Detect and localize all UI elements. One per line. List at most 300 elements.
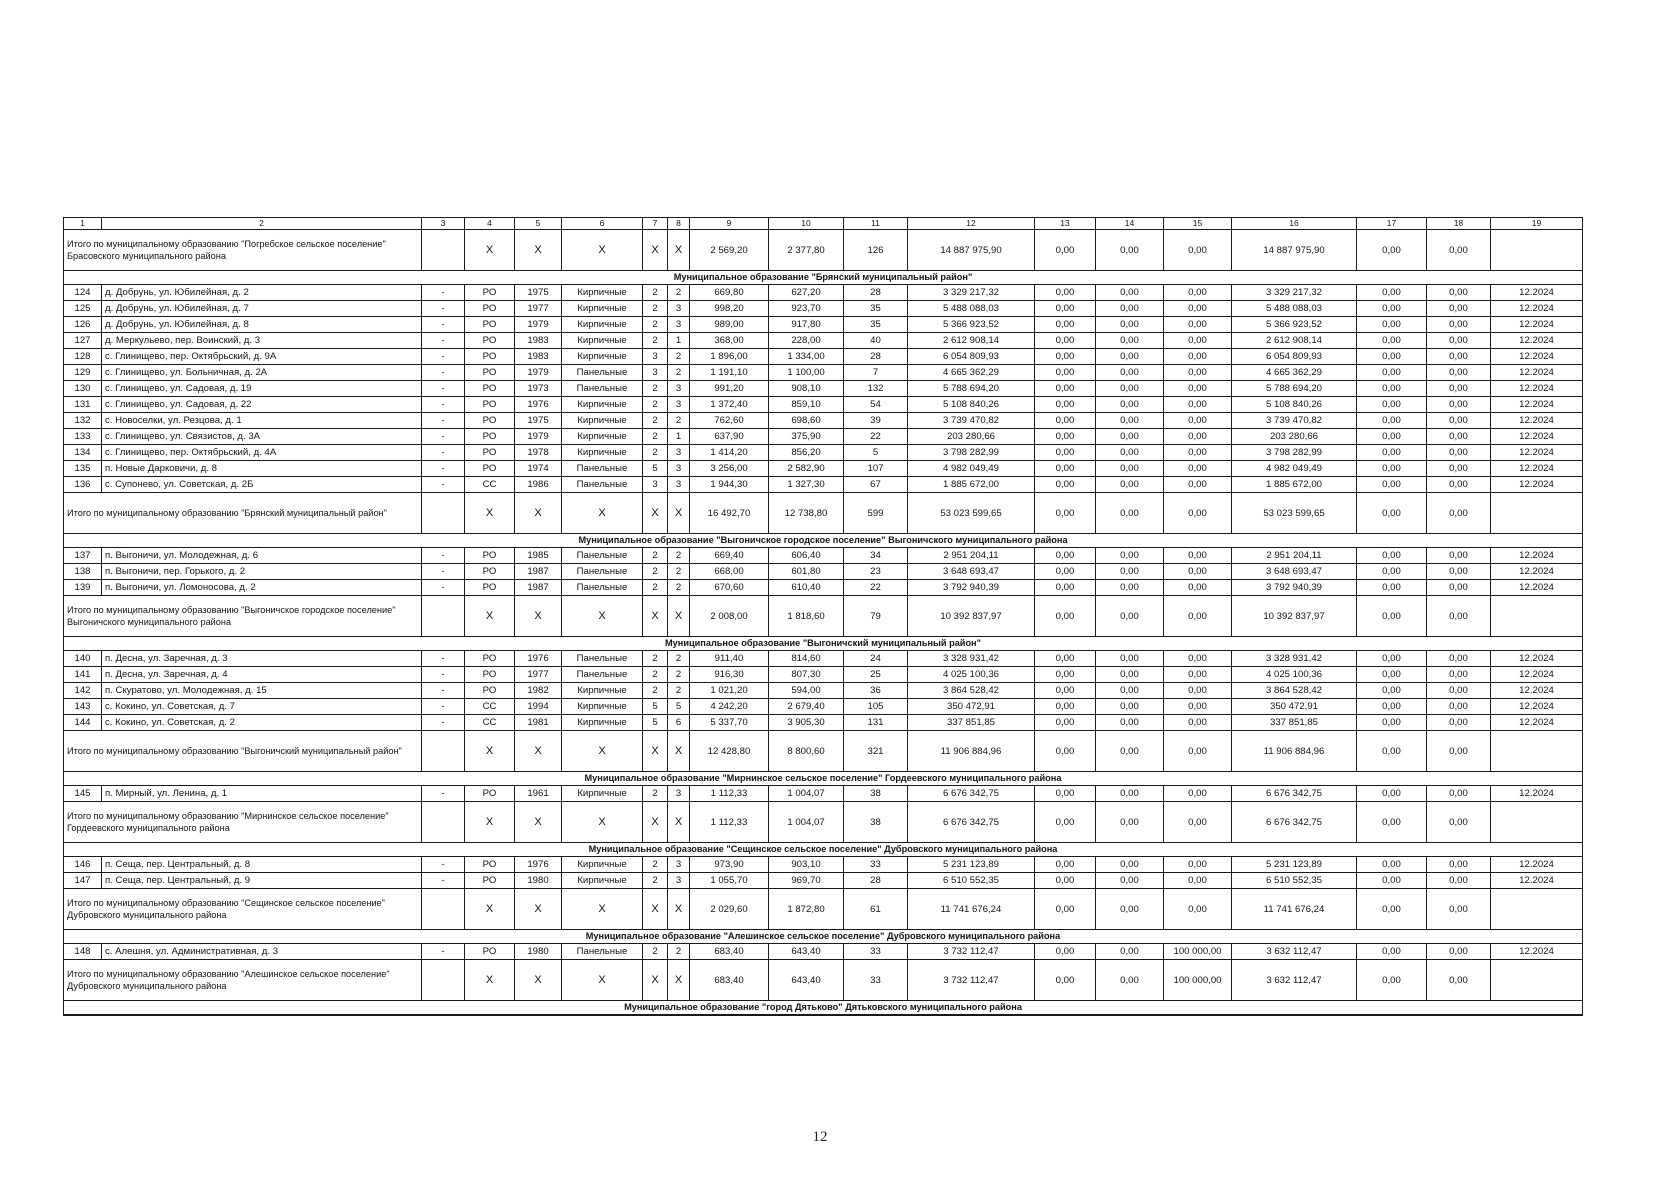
subtotal-cell: 2 377,80 [769,230,844,271]
subtotal-cell: 0,00 [1035,802,1096,843]
table-cell: - [422,683,465,699]
section-title: Муниципальное образование "Мирнинское сельское поселение" Гордеевского муниципального района [64,772,1583,786]
subtotal-cell: 100 000,00 [1164,960,1232,1001]
table-cell: 1973 [515,381,562,397]
table-cell: 12.2024 [1491,548,1583,564]
table-cell: 2 951 204,11 [1232,548,1357,564]
table-cell: 3 632 112,47 [1232,944,1357,960]
table-cell: Кирпичные [562,715,643,731]
table-cell: 991,20 [690,381,769,397]
table-row [64,477,1583,493]
subtotal-row [64,230,1583,271]
table-cell: 1 100,00 [769,365,844,381]
table-cell: 6 054 809,93 [908,349,1035,365]
page-number: 12 [812,1129,828,1145]
column-number: 7 [643,218,668,230]
table-cell: Панельные [562,944,643,960]
subtotal-cell: X [465,230,515,271]
table-cell: 1 372,40 [690,397,769,413]
table-cell: 12.2024 [1491,413,1583,429]
table-cell: 0,00 [1357,683,1427,699]
section-title: Муниципальное образование "Выгоничский муниципальный район" [64,637,1583,651]
subtotal-cell: X [643,731,668,772]
table-cell: 132 [844,381,908,397]
table-cell: РО [465,381,515,397]
table-cell: 38 [844,786,908,802]
subtotal-cell: 0,00 [1035,960,1096,1001]
subtotal-cell: 0,00 [1096,889,1164,930]
table-cell: 0,00 [1164,381,1232,397]
subtotal-cell: 0,00 [1035,230,1096,271]
table-cell: 0,00 [1427,683,1491,699]
subtotal-cell: 321 [844,731,908,772]
table-cell: 28 [844,873,908,889]
subtotal-cell: X [465,596,515,637]
subtotal-cell [1491,802,1583,843]
table-cell: 0,00 [1427,429,1491,445]
table-cell: 0,00 [1096,285,1164,301]
table-cell: 4 025 100,36 [908,667,1035,683]
column-number: 9 [690,218,769,230]
table-cell: 0,00 [1357,333,1427,349]
table-row [64,429,1583,445]
table-cell: 3 [668,786,690,802]
subtotal-row [64,596,1583,637]
subtotal-cell: 2 569,20 [690,230,769,271]
table-cell: 0,00 [1357,580,1427,596]
subtotal-cell: 1 112,33 [690,802,769,843]
subtotal-cell: X [562,889,643,930]
table-cell: 28 [844,285,908,301]
table-cell: 145 [64,786,102,802]
table-cell: 0,00 [1035,301,1096,317]
table-cell: 140 [64,651,102,667]
table-cell: 0,00 [1164,397,1232,413]
table-cell: - [422,477,465,493]
table-cell: 0,00 [1164,715,1232,731]
table-cell: Панельные [562,381,643,397]
subtotal-cell: 14 887 975,90 [908,230,1035,271]
table-cell: 0,00 [1357,857,1427,873]
table-cell: 138 [64,564,102,580]
table-cell: 0,00 [1357,365,1427,381]
table-cell: 36 [844,683,908,699]
table-cell: 5 [668,699,690,715]
table-cell: 2 679,40 [769,699,844,715]
table-cell: 5 488 088,03 [1232,301,1357,317]
table-cell: 2 951 204,11 [908,548,1035,564]
table-cell: 0,00 [1357,429,1427,445]
table-cell: 1976 [515,857,562,873]
table-cell: 2 582,90 [769,461,844,477]
address-cell: с. Кокино, ул. Советская, д. 7 [102,699,422,715]
address-cell: п. Десна, ул. Заречная, д. 4 [102,667,422,683]
table-cell: 0,00 [1096,301,1164,317]
table-cell: 0,00 [1427,285,1491,301]
table-cell: 2 [643,857,668,873]
table-cell: 0,00 [1164,317,1232,333]
subtotal-cell: 126 [844,230,908,271]
table-cell: 12.2024 [1491,381,1583,397]
table-cell: 0,00 [1427,580,1491,596]
table-cell: 2 [668,683,690,699]
table-cell: 3 329 217,32 [908,285,1035,301]
table-cell: 1 004,07 [769,786,844,802]
column-number: 10 [769,218,844,230]
table-cell: 107 [844,461,908,477]
table-cell: 1 334,00 [769,349,844,365]
table-cell: 127 [64,333,102,349]
table-cell: 1974 [515,461,562,477]
table-cell: 0,00 [1096,667,1164,683]
subtotal-label: Итого по муниципальному образованию "Погребское сельское поселение" Брасовского муниципального района [64,230,422,271]
table-cell: 0,00 [1427,445,1491,461]
table-cell: 643,40 [769,944,844,960]
table-cell: 12.2024 [1491,301,1583,317]
table-cell: 1980 [515,873,562,889]
table-cell: Кирпичные [562,786,643,802]
address-cell: п. Новые Дарковичи, д. 8 [102,461,422,477]
table-cell: 0,00 [1427,564,1491,580]
subtotal-cell: X [465,493,515,534]
subtotal-cell: 0,00 [1357,230,1427,271]
table-cell: 601,80 [769,564,844,580]
table-cell: 1978 [515,445,562,461]
table-cell: 143 [64,699,102,715]
table-cell: 0,00 [1427,333,1491,349]
table-cell: 3 [668,445,690,461]
table-cell: 0,00 [1035,445,1096,461]
subtotal-cell [1491,731,1583,772]
table-cell: 5 231 123,89 [1232,857,1357,873]
section-header-row [64,930,1583,944]
table-cell: 0,00 [1035,873,1096,889]
table-cell: 12.2024 [1491,667,1583,683]
table-cell: 0,00 [1164,461,1232,477]
subtotal-cell: X [515,889,562,930]
table-cell: Панельные [562,365,643,381]
table-cell: 0,00 [1035,715,1096,731]
table-cell: 0,00 [1035,333,1096,349]
table-cell: 0,00 [1096,349,1164,365]
table-cell: 0,00 [1357,944,1427,960]
table-cell: Панельные [562,477,643,493]
table-row [64,301,1583,317]
table-cell: 0,00 [1035,461,1096,477]
subtotal-cell: 0,00 [1357,493,1427,534]
table-cell: 5 108 840,26 [908,397,1035,413]
table-cell: 1 896,00 [690,349,769,365]
table-cell: 0,00 [1427,873,1491,889]
table-cell: 1 885 672,00 [908,477,1035,493]
table-cell: 0,00 [1035,564,1096,580]
subtotal-cell: X [465,889,515,930]
table-cell: 12.2024 [1491,944,1583,960]
subtotal-cell: X [668,731,690,772]
subtotal-cell [1491,230,1583,271]
table-row [64,461,1583,477]
table-cell: РО [465,445,515,461]
table-cell: 0,00 [1035,397,1096,413]
table-cell: - [422,564,465,580]
table-cell: РО [465,413,515,429]
table-cell: 12.2024 [1491,786,1583,802]
table-cell: 4 665 362,29 [908,365,1035,381]
table-row [64,683,1583,699]
table-cell: 2 [668,564,690,580]
subtotal-cell: X [515,802,562,843]
subtotal-cell: 0,00 [1427,889,1491,930]
table-cell: 125 [64,301,102,317]
table-cell: 1975 [515,285,562,301]
table-cell: 337 851,85 [1232,715,1357,731]
table-cell: 807,30 [769,667,844,683]
table-cell: 0,00 [1035,365,1096,381]
column-number: 2 [102,218,422,230]
table-cell: 0,00 [1357,786,1427,802]
table-cell: 0,00 [1357,564,1427,580]
table-cell: 1981 [515,715,562,731]
table-cell: 0,00 [1035,667,1096,683]
table-cell: 0,00 [1035,349,1096,365]
table-cell: 0,00 [1164,413,1232,429]
table-cell: 67 [844,477,908,493]
table-cell: 0,00 [1096,715,1164,731]
subtotal-cell: X [643,493,668,534]
table-cell: 35 [844,301,908,317]
table-cell: Кирпичные [562,333,643,349]
subtotal-cell: X [562,596,643,637]
table-cell: 0,00 [1164,365,1232,381]
subtotal-cell: 12 428,80 [690,731,769,772]
table-cell: 228,00 [769,333,844,349]
subtotal-cell [422,731,465,772]
table-cell: 3 [668,397,690,413]
table-cell: 2 [643,683,668,699]
table-cell: РО [465,397,515,413]
table-cell: 2 [643,786,668,802]
table-cell: 0,00 [1427,301,1491,317]
table-cell: 0,00 [1035,413,1096,429]
table-cell: - [422,873,465,889]
table-cell: - [422,461,465,477]
table-cell: 12.2024 [1491,651,1583,667]
table-cell: 0,00 [1427,413,1491,429]
table-cell: 610,40 [769,580,844,596]
subtotal-cell: X [668,889,690,930]
table-row [64,857,1583,873]
address-cell: д. Меркульево, пер. Воинский, д. 3 [102,333,422,349]
table-cell: 698,60 [769,413,844,429]
subtotal-cell [422,493,465,534]
table-row [64,445,1583,461]
table-cell: 3 256,00 [690,461,769,477]
table-cell: 2 [643,413,668,429]
address-cell: с. Новоселки, ул. Резцова, д. 1 [102,413,422,429]
table-cell: 2 [668,365,690,381]
table-cell: 1987 [515,580,562,596]
table-cell: РО [465,285,515,301]
table-cell: 0,00 [1427,317,1491,333]
table-cell: Панельные [562,548,643,564]
table-row [64,580,1583,596]
table-cell: 0,00 [1096,445,1164,461]
table-cell: 22 [844,580,908,596]
subtotal-cell: X [643,596,668,637]
table-cell: 12.2024 [1491,477,1583,493]
table-cell: 0,00 [1096,944,1164,960]
table-cell: - [422,699,465,715]
table-row [64,317,1583,333]
table-cell: 0,00 [1164,477,1232,493]
table-cell: - [422,667,465,683]
subtotal-cell: 2 029,60 [690,889,769,930]
table-row [64,285,1583,301]
table-row [64,349,1583,365]
table-cell: - [422,413,465,429]
table-cell: 3 864 528,42 [1232,683,1357,699]
subtotal-cell: X [562,802,643,843]
table-cell: 39 [844,413,908,429]
table-cell: 0,00 [1035,786,1096,802]
table-cell: 0,00 [1096,429,1164,445]
table-cell: 2 [643,580,668,596]
table-cell: 25 [844,667,908,683]
section-title: Муниципальное образование "Сещинское сельское поселение" Дубровского муниципального района [64,843,1583,857]
table-cell: 33 [844,944,908,960]
column-number: 16 [1232,218,1357,230]
table-row [64,651,1583,667]
table-cell: - [422,429,465,445]
table-cell: - [422,397,465,413]
table-cell: 12.2024 [1491,873,1583,889]
table-cell: 0,00 [1357,477,1427,493]
table-cell: 0,00 [1427,397,1491,413]
table-cell: 0,00 [1096,548,1164,564]
subtotal-cell: X [465,802,515,843]
table-cell: Кирпичные [562,413,643,429]
subtotal-cell: 0,00 [1357,889,1427,930]
address-cell: п. Скуратово, ул. Молодежная, д. 15 [102,683,422,699]
table-cell: 0,00 [1096,477,1164,493]
address-cell: с. Глинищево, ул. Садовая, д. 22 [102,397,422,413]
address-cell: д. Добрунь, ул. Юбилейная, д. 2 [102,285,422,301]
table-cell: 5 488 088,03 [908,301,1035,317]
table-cell: 0,00 [1357,548,1427,564]
table-cell: 0,00 [1357,381,1427,397]
table-cell: 0,00 [1357,317,1427,333]
table-cell: Кирпичные [562,301,643,317]
table-cell: 4 665 362,29 [1232,365,1357,381]
table-cell: Панельные [562,564,643,580]
table-cell: 5 366 923,52 [1232,317,1357,333]
table-cell: 6 676 342,75 [1232,786,1357,802]
table-cell: 1979 [515,365,562,381]
table-cell: 0,00 [1096,317,1164,333]
address-cell: п. Мирный, ул. Ленина, д. 1 [102,786,422,802]
table-cell: 0,00 [1164,651,1232,667]
table-cell: 0,00 [1035,580,1096,596]
table-cell: 0,00 [1427,381,1491,397]
table-cell: 5 366 923,52 [908,317,1035,333]
table-cell: 12.2024 [1491,285,1583,301]
table-cell: СС [465,477,515,493]
subtotal-cell: 0,00 [1357,960,1427,1001]
table-cell: Кирпичные [562,285,643,301]
table-cell: 35 [844,317,908,333]
table-cell: 0,00 [1035,548,1096,564]
table-cell: 5 [643,715,668,731]
subtotal-cell: 0,00 [1096,731,1164,772]
table-cell: 2 [668,944,690,960]
table-cell: 350 472,91 [908,699,1035,715]
table-cell: 0,00 [1164,873,1232,889]
table-cell: Кирпичные [562,857,643,873]
table-cell: 2 [643,317,668,333]
table-cell: РО [465,301,515,317]
table-cell: 5 788 694,20 [908,381,1035,397]
table-cell: Кирпичные [562,397,643,413]
table-row [64,667,1583,683]
table-cell: РО [465,349,515,365]
table-cell: 0,00 [1035,944,1096,960]
table-cell: 146 [64,857,102,873]
table-cell: 12.2024 [1491,461,1583,477]
table-row [64,381,1583,397]
table-cell: 6 054 809,93 [1232,349,1357,365]
table-cell: 12.2024 [1491,397,1583,413]
table-cell: - [422,445,465,461]
subtotal-cell: 79 [844,596,908,637]
table-cell: 3 328 931,42 [1232,651,1357,667]
subtotal-cell: X [465,731,515,772]
table-cell: 2 [643,651,668,667]
table-row [64,715,1583,731]
table-cell: РО [465,429,515,445]
table-cell: 12.2024 [1491,683,1583,699]
table-cell: 4 982 049,49 [1232,461,1357,477]
table-cell: 606,40 [769,548,844,564]
table-cell: 2 [668,651,690,667]
table-cell: 1961 [515,786,562,802]
section-header-row [64,271,1583,285]
section-title: Муниципальное образование "Брянский муниципальный район" [64,271,1583,285]
table-row [64,699,1583,715]
table-cell: 139 [64,580,102,596]
table-cell: 0,00 [1164,683,1232,699]
table-cell: 1983 [515,349,562,365]
table-cell: 969,70 [769,873,844,889]
subtotal-cell: 643,40 [769,960,844,1001]
table-cell: 0,00 [1427,365,1491,381]
table-cell: 1 [668,429,690,445]
subtotal-cell: 3 632 112,47 [1232,960,1357,1001]
table-cell: Панельные [562,461,643,477]
address-cell: с. Глинищево, ул. Связистов, д. 3А [102,429,422,445]
table-cell: 0,00 [1427,477,1491,493]
table-cell: 903,10 [769,857,844,873]
address-cell: д. Добрунь, ул. Юбилейная, д. 7 [102,301,422,317]
subtotal-cell: X [515,960,562,1001]
table-cell: 0,00 [1357,667,1427,683]
table-cell: 12.2024 [1491,349,1583,365]
table-row [64,365,1583,381]
table-cell: 148 [64,944,102,960]
table-cell: 2 [668,413,690,429]
column-number: 19 [1491,218,1583,230]
subtotal-cell: 1 818,60 [769,596,844,637]
address-cell: с. Глинищево, пер. Октябрьский, д. 9А [102,349,422,365]
